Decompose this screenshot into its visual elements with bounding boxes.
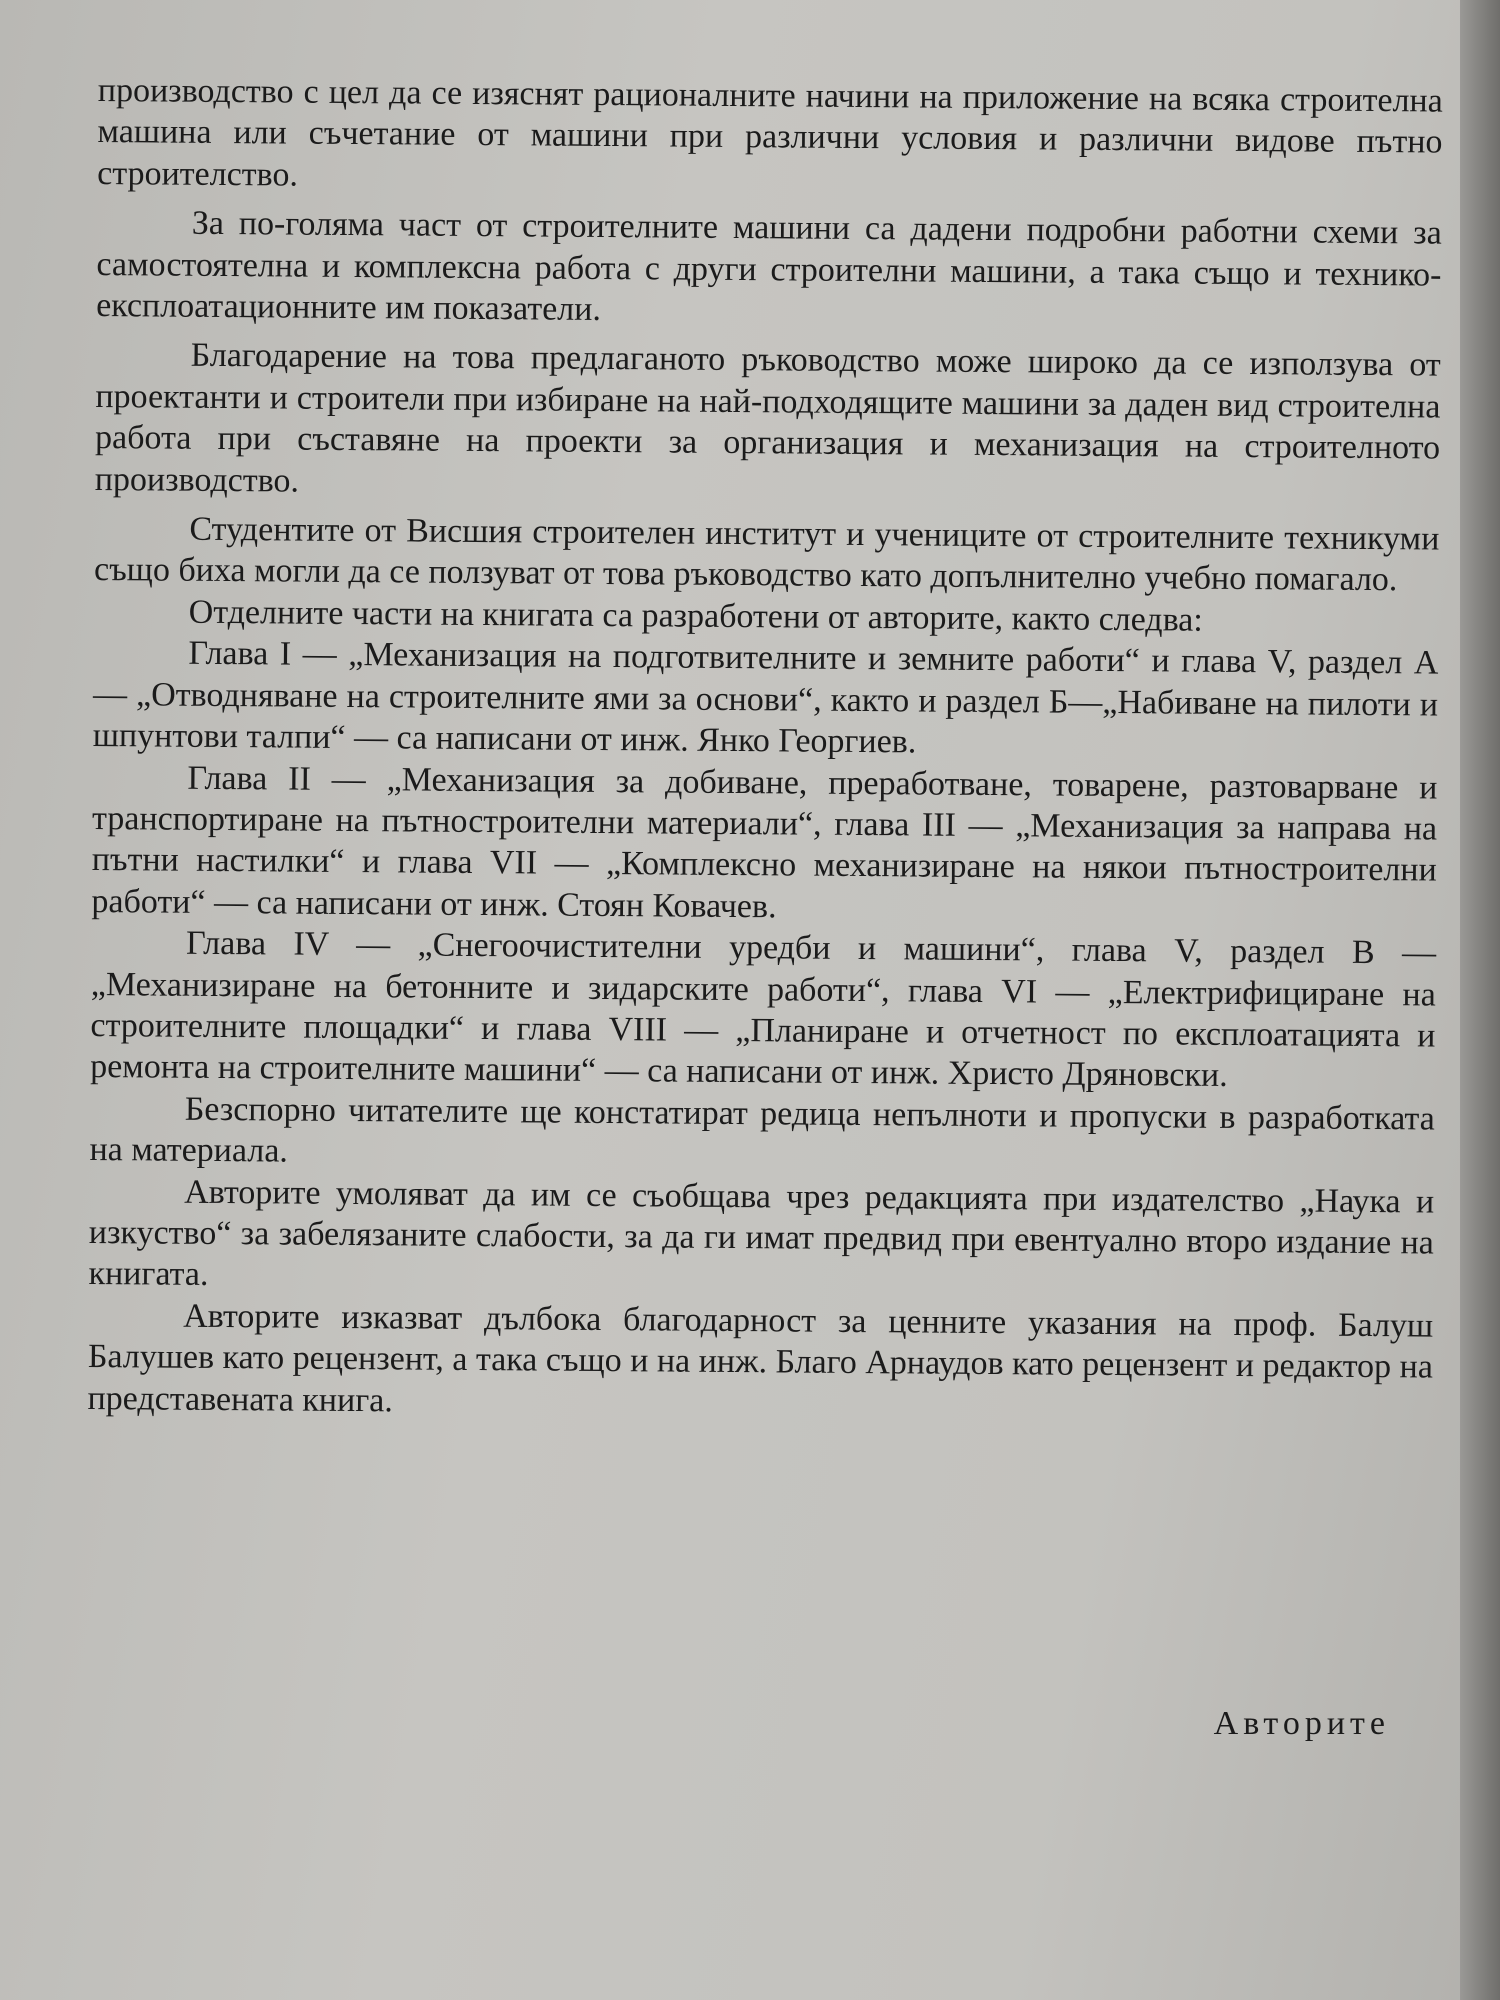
paragraph-usage: Благодарение на това предлаганото ръководство може широко да се използува от проектанти и строители при избиране на най-подходящите машини за даден вид строителна работа при съставяне на проекти за организация и механизация на строителното производство. — [94, 337, 1441, 500]
paragraph-continuation: производство с цел да се изяснят рационалните начини на приложение на всяка строителна машина или съчетание от машини при различни условия и различни видове пътно строителство. — [97, 71, 1443, 194]
paragraph-chapter-iv: Глава IV — „Снегоочистителни уредби и машини“, глава V, раздел В — „Механизиране на бетонните и зидарските работи“, глава VI — „Електрифициране на строителните площадки“ и глава VIII — „Планиране и отчетност по експлоатацията и ремонта на строителните машини“ — са написани от инж. Христо Дряновски. — [90, 924, 1437, 1095]
book-page-edge — [1460, 0, 1500, 2000]
paragraph-students: Студентите от Висшия строителен институт и учениците от строителните техникуми също биха могли да се ползуват от това ръководство като допълнително учебно помагало. — [93, 510, 1440, 599]
body-text — [87, 70, 1443, 1430]
authors-signature: Авторите — [1213, 1705, 1390, 1742]
paragraph-acknowledgement: Авторите изказват дълбока благодарност за ценните указания на проф. Балуш Балушев като рецензент, а така също и на инж. Благо Арнаудов като рецензент и редактор на представената книга. — [87, 1297, 1434, 1419]
paragraph-chapter-i: Глава I — „Механизация на подготвителните и земните работи“ и глава V, раздел А — „Отводняване на строителните ями за основи“, както и раздел Б—„Набиване на пилоти и шпунтови талпи“ — са написани от инж. Янко Георгиев. — [92, 635, 1439, 761]
paragraph-omissions: Безспорно читателите ще констатират редица непълноти и пропуски в разработката на материала. — [89, 1090, 1435, 1170]
paragraph-parts-intro: Отделните части на книгата са разработени от авторите, както следва: — [188, 593, 1203, 639]
paragraph-chapter-ii: Глава II — „Механизация за добиване, преработване, товарене, разтоварване и транспортиране на пътностроителни материали“, глава III — „Механизация за направа на пътни настилки“ и глава VII — „Комплексно механизиране на някои пътностроителни работи“ — са написани от инж. Стоян Ковачев. — [91, 759, 1438, 926]
paragraph-request: Авторите умоляват да им се съобщава чрез редакцията при издателство „Наука и изкуство“ за забелязаните слабости, за да ги имат предвид при евентуално второ издание на книгата. — [88, 1173, 1435, 1294]
paragraph-schemes: За по-голяма част от строителните машини са дадени подробни работни схеми за самостоятелна и комплексна работа с други строителни машини, а така също и технико-експлоатационните им показатели. — [96, 204, 1442, 328]
